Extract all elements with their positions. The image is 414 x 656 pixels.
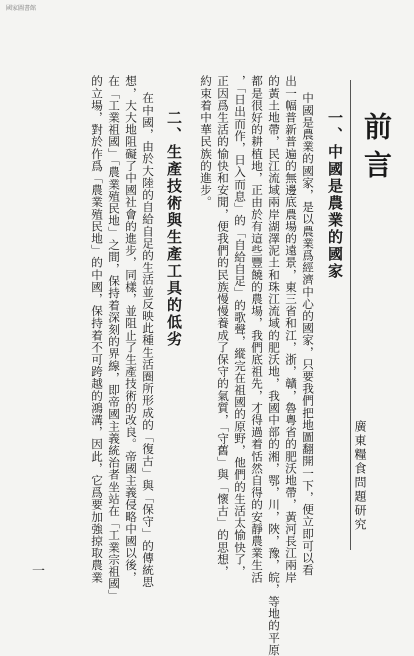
page-title: 前言 xyxy=(360,112,393,188)
section1-line: 出一幅普新普遍的無邊底農場的遠景，東三省和江，浙，贛，魯粵省的肥沃地帶，黃河長江兩岸 xyxy=(284,75,298,584)
library-stamp: 國家圖書館 xyxy=(6,5,37,12)
section2-line: 的立場，對於作爲「農業殖民地」的中國，保持着不可跨越的鴻溝，因此，它爲要加強掠取農業 xyxy=(90,75,104,584)
section1-line: 的黃土地帶，民江流域兩岸湖澤泥土和珠江流域的肥沃地，我國中部的湘，鄂，川，陜，豫，皖，等地的平原 xyxy=(267,75,281,656)
footer-book-title: 廣東糧食問題研究 xyxy=(353,420,367,532)
page-number: 一 xyxy=(32,564,46,579)
section2-heading: 二、生產技術與生產工具的低劣 xyxy=(165,110,183,348)
section2-line: 在中國，由於大陸的自給自足的生活並反映此種生活圈所形成的「復古」與「保守」的傳統思 xyxy=(141,92,155,589)
footer-divider xyxy=(350,80,351,550)
section1-line: 正因爲生活的愉快和安閒，便我們的民族慢慢養成了保守的氣質，「守舊」與「懷古」的思想， xyxy=(216,75,230,578)
section1-line: 中國是農業的國家，是以農業爲經濟中心的國家，只要我們把地圖翻開一下，便立即可以看 xyxy=(301,92,315,576)
section1-line: 約束着中華民族的進步。 xyxy=(199,75,213,209)
section1-line: 都是很好的耕植地，正由於有這些豐饒的農場，我們底祖先，才得過着恬然自得的安靜農業生活 xyxy=(250,75,264,584)
section2-line: 想，大大地阻礙了中國社會的進步，同樣，並阻止了生產技術的改良。帝國主義侵略中國以後， xyxy=(124,75,138,584)
section1-heading: 一、中國是農業的國家 xyxy=(326,110,344,280)
section2-line: 在「工業祖國」「農業殖民地」之間，保持着深刻的界線，即帝國主義統治者坐站在「工業宗祖國」 xyxy=(107,75,121,602)
section1-line: ，「日出而作，日入而息」的「自給自足」的歌聲，縱完在祖國的原野，他們的生活太愉快了， xyxy=(233,75,247,578)
